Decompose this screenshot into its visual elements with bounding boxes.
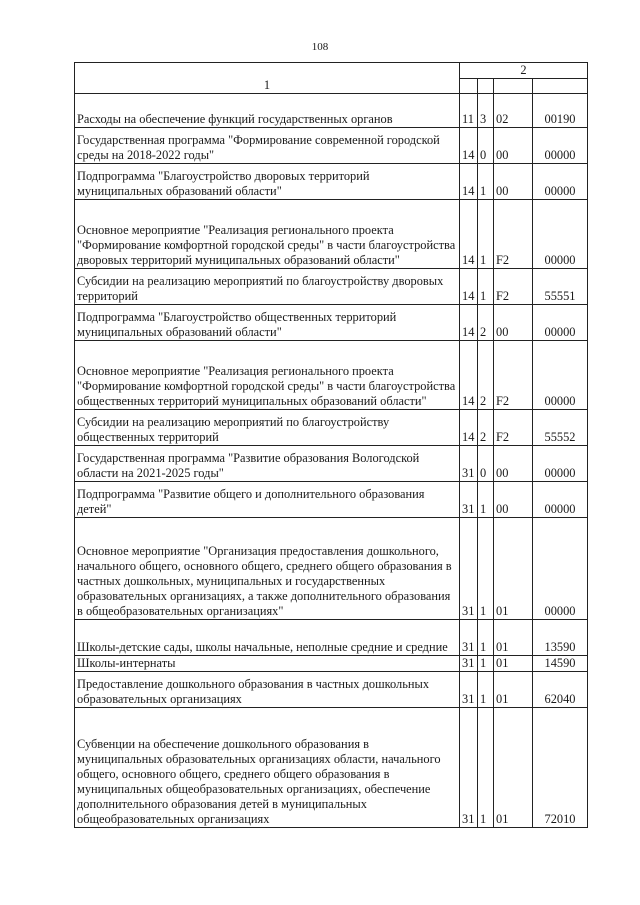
row-code-b-cell: 1 bbox=[478, 620, 494, 656]
row-code-d-cell: 72010 bbox=[533, 708, 588, 828]
header-gap-cell bbox=[494, 79, 533, 94]
row-code-b-cell: 1 bbox=[478, 200, 494, 269]
row-code-b-cell: 1 bbox=[478, 518, 494, 620]
row-code-b-cell: 1 bbox=[478, 164, 494, 200]
table-row bbox=[75, 708, 588, 828]
row-name-cell: Школы-интернаты bbox=[75, 656, 460, 672]
row-code-c-cell: 00 bbox=[494, 446, 533, 482]
row-code-c-cell: 00 bbox=[494, 305, 533, 341]
row-code-c-cell: 01 bbox=[494, 656, 533, 672]
row-code-c-cell: F2 bbox=[494, 200, 533, 269]
row-code-c-cell: 00 bbox=[494, 164, 533, 200]
row-code-c-cell: F2 bbox=[494, 269, 533, 305]
row-code-a-cell: 31 bbox=[460, 620, 478, 656]
row-code-d-cell: 00000 bbox=[533, 128, 588, 164]
table-row bbox=[75, 164, 588, 200]
row-code-a-cell: 11 bbox=[460, 94, 478, 128]
row-name-cell: Школы-детские сады, школы начальные, неполные средние и средние bbox=[75, 620, 460, 656]
row-name-cell: Подпрограмма "Благоустройство дворовых территорий муниципальных образований области" bbox=[75, 164, 460, 200]
page-number: 108 bbox=[311, 41, 329, 53]
table-row bbox=[75, 620, 588, 656]
row-code-c-cell: 01 bbox=[494, 620, 533, 656]
header-gap-cell bbox=[460, 79, 478, 94]
row-name-cell: Субсидии на реализацию мероприятий по благоустройству дворовых территорий bbox=[75, 269, 460, 305]
row-code-d-cell: 00000 bbox=[533, 305, 588, 341]
header-column-2: 2 bbox=[460, 63, 588, 79]
header-column-1: 1 bbox=[75, 63, 460, 94]
row-code-c-cell: 01 bbox=[494, 708, 533, 828]
row-name-cell: Подпрограмма "Благоустройство общественных территорий муниципальных образований области" bbox=[75, 305, 460, 341]
row-code-d-cell: 55551 bbox=[533, 269, 588, 305]
table-row bbox=[75, 410, 588, 446]
row-code-b-cell: 2 bbox=[478, 341, 494, 410]
row-name-cell: Государственная программа "Развитие образования Вологодской области на 2021-2025 годы" bbox=[75, 446, 460, 482]
row-code-a-cell: 14 bbox=[460, 305, 478, 341]
row-code-b-cell: 2 bbox=[478, 305, 494, 341]
budget-classification-table bbox=[74, 62, 588, 828]
row-code-a-cell: 14 bbox=[460, 269, 478, 305]
row-name-cell: Основное мероприятие "Организация предоставления дошкольного, начального общего, основного общего, среднего общего образования в частных дошкольных, муниципальных и государственных образовательных организациях, а также дополнительного образования в общеобразовательных организациях" bbox=[75, 518, 460, 620]
row-code-a-cell: 14 bbox=[460, 164, 478, 200]
row-code-a-cell: 14 bbox=[460, 410, 478, 446]
table-row bbox=[75, 200, 588, 269]
row-code-a-cell: 31 bbox=[460, 518, 478, 620]
row-name-cell: Подпрограмма "Развитие общего и дополнительного образования детей" bbox=[75, 482, 460, 518]
row-code-d-cell: 00000 bbox=[533, 341, 588, 410]
row-code-b-cell: 1 bbox=[478, 708, 494, 828]
row-code-a-cell: 31 bbox=[460, 672, 478, 708]
row-name-cell: Расходы на обеспечение функций государственных органов bbox=[75, 94, 460, 128]
row-code-a-cell: 31 bbox=[460, 446, 478, 482]
row-code-a-cell: 14 bbox=[460, 200, 478, 269]
row-code-b-cell: 0 bbox=[478, 446, 494, 482]
row-code-c-cell: F2 bbox=[494, 410, 533, 446]
row-code-c-cell: F2 bbox=[494, 341, 533, 410]
row-name-cell: Основное мероприятие "Реализация регионального проекта "Формирование комфортной городской среды" в части благоустройства общественных территорий муниципальных образований области" bbox=[75, 341, 460, 410]
row-code-c-cell: 01 bbox=[494, 518, 533, 620]
row-code-c-cell: 01 bbox=[494, 672, 533, 708]
header-gap-cell bbox=[478, 79, 494, 94]
row-code-d-cell: 14590 bbox=[533, 656, 588, 672]
table-row bbox=[75, 305, 588, 341]
row-code-c-cell: 02 bbox=[494, 94, 533, 128]
table-row bbox=[75, 94, 588, 128]
row-code-d-cell: 62040 bbox=[533, 672, 588, 708]
table-row bbox=[75, 482, 588, 518]
row-name-cell: Предоставление дошкольного образования в частных дошкольных образовательных организациях bbox=[75, 672, 460, 708]
header-gap-cell bbox=[533, 79, 588, 94]
row-code-b-cell: 2 bbox=[478, 410, 494, 446]
row-code-b-cell: 0 bbox=[478, 128, 494, 164]
table-row bbox=[75, 656, 588, 672]
table-row bbox=[75, 341, 588, 410]
row-code-d-cell: 00000 bbox=[533, 518, 588, 620]
table-row bbox=[75, 518, 588, 620]
row-code-b-cell: 1 bbox=[478, 672, 494, 708]
row-code-c-cell: 00 bbox=[494, 128, 533, 164]
table-row bbox=[75, 446, 588, 482]
table-row bbox=[75, 672, 588, 708]
row-code-a-cell: 31 bbox=[460, 482, 478, 518]
row-name-cell: Основное мероприятие "Реализация регионального проекта "Формирование комфортной городской среды" в части благоустройства дворовых территорий муниципальных образований области" bbox=[75, 200, 460, 269]
row-code-d-cell: 13590 bbox=[533, 620, 588, 656]
table-row bbox=[75, 269, 588, 305]
row-code-a-cell: 31 bbox=[460, 708, 478, 828]
row-code-d-cell: 00000 bbox=[533, 482, 588, 518]
row-code-d-cell: 55552 bbox=[533, 410, 588, 446]
row-name-cell: Субсидии на реализацию мероприятий по благоустройству общественных территорий bbox=[75, 410, 460, 446]
row-name-cell: Субвенции на обеспечение дошкольного образования в муниципальных образовательных организациях области, начального общего, основного общего, среднего общего образования в муниципальных общеобразовательных организациях, обеспечение дополнительного образования детей в муниципальных общеобразовательных организациях bbox=[75, 708, 460, 828]
row-code-a-cell: 14 bbox=[460, 341, 478, 410]
table-row bbox=[75, 128, 588, 164]
row-code-b-cell: 1 bbox=[478, 656, 494, 672]
row-code-d-cell: 00000 bbox=[533, 446, 588, 482]
row-name-cell: Государственная программа "Формирование современной городской среды на 2018-2022 годы" bbox=[75, 128, 460, 164]
row-code-a-cell: 31 bbox=[460, 656, 478, 672]
row-code-b-cell: 1 bbox=[478, 482, 494, 518]
row-code-a-cell: 14 bbox=[460, 128, 478, 164]
row-code-d-cell: 00000 bbox=[533, 200, 588, 269]
row-code-d-cell: 00190 bbox=[533, 94, 588, 128]
row-code-b-cell: 1 bbox=[478, 269, 494, 305]
row-code-b-cell: 3 bbox=[478, 94, 494, 128]
row-code-c-cell: 00 bbox=[494, 482, 533, 518]
row-code-d-cell: 00000 bbox=[533, 164, 588, 200]
table-body bbox=[75, 94, 588, 828]
